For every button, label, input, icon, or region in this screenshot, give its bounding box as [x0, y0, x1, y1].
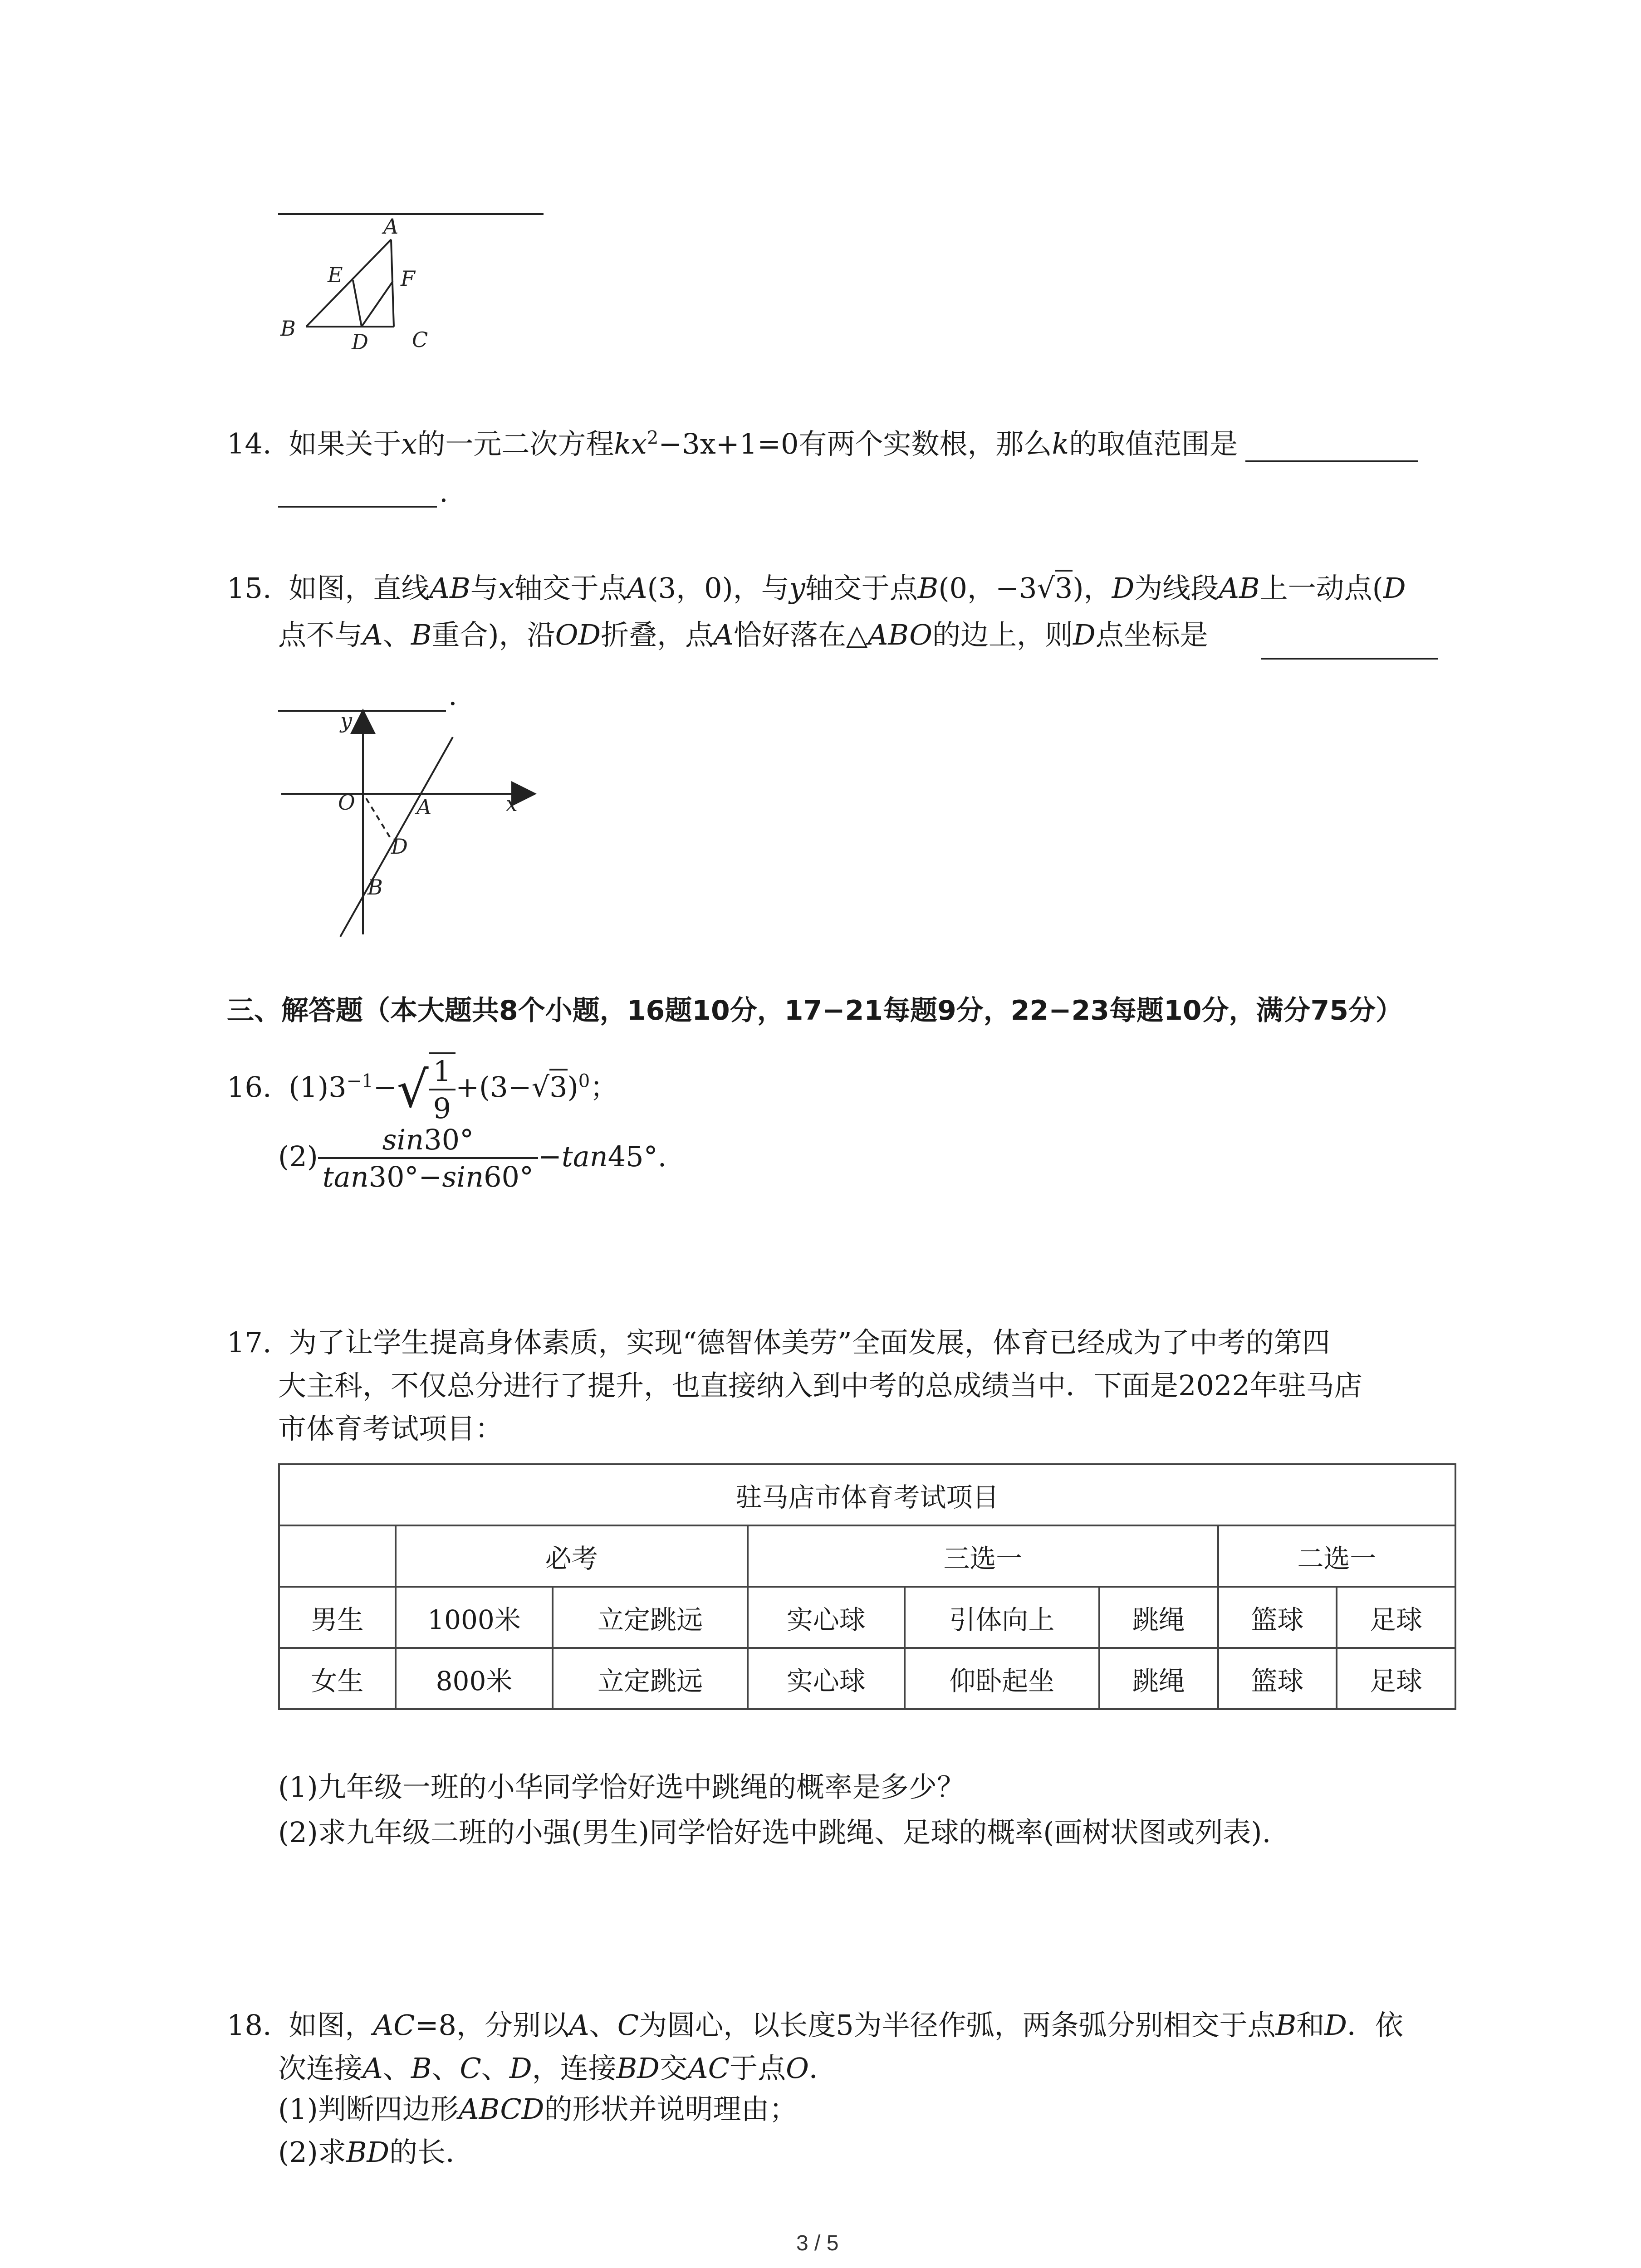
table-cell: 篮球: [1218, 1648, 1337, 1709]
label-o: O: [338, 790, 355, 815]
question-18-sub2: (2)求BD的长．: [278, 2136, 474, 2169]
table-cell: 足球: [1337, 1587, 1455, 1648]
table-cell: 1000米: [396, 1587, 553, 1648]
table-group-row: [279, 1525, 1455, 1587]
label-c: C: [412, 327, 428, 352]
table-cell: 足球: [1337, 1648, 1455, 1709]
question-16-part2: (2) $\frac{\sin 30^\circ}{\tan 30^\circ-\sin 60^\circ}$ −tan45°.: [278, 1123, 666, 1195]
question-number: 16.: [227, 1070, 272, 1104]
question-15-line1: [227, 568, 1406, 609]
question-number: 17.: [227, 1326, 272, 1359]
question-17-line3: 市体育考试项目：: [278, 1412, 504, 1445]
question-17-sub2: (2)求九年级二班的小强(男生)同学恰好选中跳绳、足球的概率(画树状图或列表).: [278, 1816, 1271, 1849]
row-label: 男生: [279, 1587, 396, 1648]
fraction-one-ninth: $\frac{1}{9}$: [429, 1052, 456, 1127]
segment-df: [362, 281, 393, 327]
table-row: [279, 1648, 1455, 1709]
question-18-line2: 次连接A、B、C、D，连接BD交AC于点O．: [278, 2052, 837, 2085]
row-label: 女生: [279, 1648, 396, 1709]
label-d: D: [391, 834, 408, 859]
trig-fraction: $\frac{\sin 30^\circ}{\tan 30^\circ-\sin 60^\circ}$: [318, 1123, 538, 1195]
table-cell: 引体向上: [905, 1587, 1100, 1648]
table-title-row: [279, 1464, 1455, 1525]
question-16-part1: 16. $(1)3^{-1}-√$ $\frac{1}{9}$ $+(3-√3)^0$；: [227, 1052, 618, 1127]
coordinate-figure-q15: [272, 708, 544, 943]
answer-blank-q15-a: [1261, 658, 1438, 660]
segment-ba: [306, 240, 391, 327]
question-number: 15.: [227, 572, 272, 605]
sqrt-symbol: √: [397, 1061, 429, 1119]
segment-od: [366, 798, 391, 839]
table-title: 驻马店市体育考试项目: [279, 1464, 1455, 1525]
question-18-sub1: (1)判断四边形ABCD的形状并说明理由；: [278, 2092, 798, 2126]
q15-text-line1: 如图，直线AB与x轴交于点A(3，0)，与y轴交于点B(0，−3√3)，D为线段AB上一动点(D: [289, 572, 1406, 605]
label-d: D: [352, 330, 368, 354]
table-cell: 立定跳远: [553, 1587, 748, 1648]
question-number: 14.: [227, 427, 272, 460]
label-a: A: [383, 214, 399, 239]
question-number: 18.: [227, 2009, 272, 2042]
label-a: A: [416, 795, 432, 819]
group-required: 必考: [396, 1525, 748, 1587]
table-header-empty: [279, 1525, 396, 1587]
question-18-line1: 18. 如图，AC=8，分别以A、C为圆心，以长度5为半径作弧，两条弧分别相交于点B和D．依: [227, 2009, 1403, 2042]
question-17-line2: 大主科，不仅总分进行了提升，也直接纳入到中考的总成绩当中．下面是2022年驻马店: [278, 1369, 1362, 1402]
answer-blank-q14-a: [1245, 460, 1418, 462]
label-b: B: [280, 316, 296, 341]
table-row: [279, 1587, 1455, 1648]
table-cell: 实心球: [748, 1587, 905, 1648]
label-e: E: [328, 263, 343, 287]
table-cell: 跳绳: [1099, 1587, 1218, 1648]
table-cell: 800米: [396, 1648, 553, 1709]
q14-end: .: [439, 475, 448, 508]
table-cell: 仰卧起坐: [905, 1648, 1100, 1709]
question-17-line1: 17. 为了让学生提高身体素质，实现“德智体美劳”全面发展，体育已经成为了中考的第四: [227, 1326, 1330, 1359]
question-14-line1: [227, 417, 1238, 464]
question-15-line2: 点不与A、B重合)，沿OD折叠，点A恰好落在△ABO的边上，则D点坐标是: [278, 618, 1208, 651]
label-y: y: [340, 709, 352, 733]
segment-ed: [353, 280, 362, 327]
table-cell: 篮球: [1218, 1587, 1337, 1648]
table-cell: 立定跳远: [553, 1648, 748, 1709]
triangle-figure-q13: [272, 213, 463, 363]
label-b: B: [367, 875, 383, 899]
question-17-sub1: (1)九年级一班的小华同学恰好选中跳绳的概率是多少？: [278, 1770, 965, 1804]
label-x: x: [506, 792, 518, 816]
group-choose-one-of-three: 三选一: [748, 1525, 1218, 1587]
page-number: 3 / 5: [796, 2231, 839, 2255]
sqrt-symbol: √: [531, 1070, 550, 1104]
sqrt-symbol: √: [1037, 572, 1055, 605]
table-cell: 实心球: [748, 1648, 905, 1709]
label-f: F: [401, 266, 415, 291]
table-cell: 跳绳: [1099, 1648, 1218, 1709]
section-3-heading: 三、解答题（本大题共8个小题，16题10分，17−21每题9分，22−23每题10分，满分75分）: [227, 995, 1403, 1026]
q15-end: .: [448, 679, 457, 712]
answer-blank-q14-b: [278, 506, 437, 508]
group-choose-one-of-two: 二选一: [1218, 1525, 1455, 1587]
exam-items-table: [278, 1463, 1456, 1710]
q14-text: 如果关于x的一元二次方程$kx^2-3x+1=0$有两个实数根，那么k的取值范围是: [289, 427, 1238, 460]
